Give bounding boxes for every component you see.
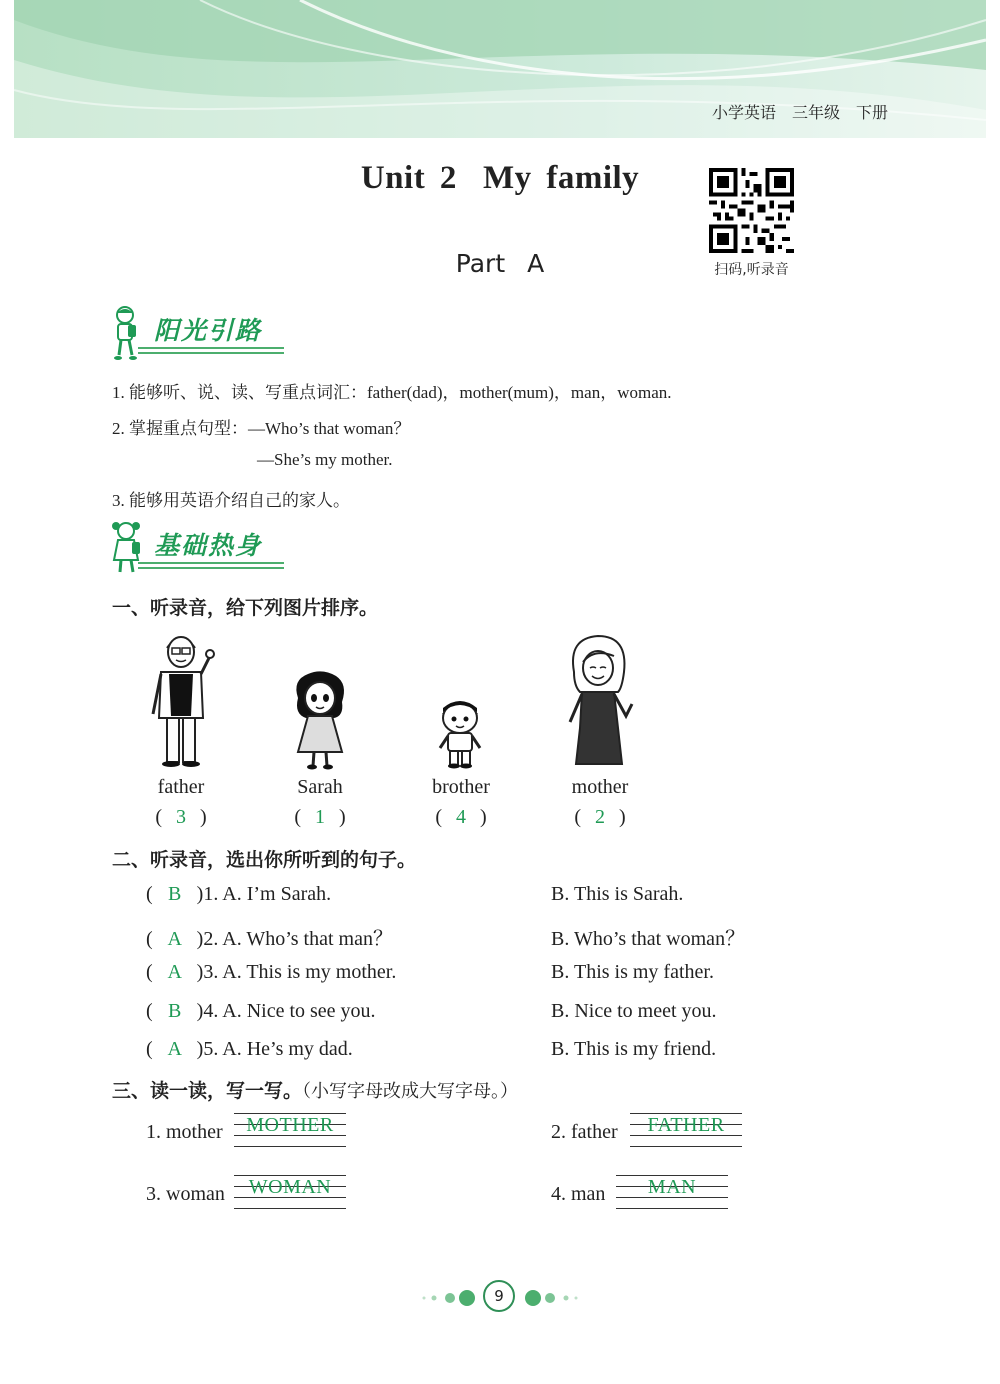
book-subject: 小学英语 bbox=[711, 103, 776, 122]
write-lines[interactable] bbox=[616, 1175, 728, 1209]
boy-mascot-icon bbox=[108, 305, 142, 363]
person-name-sarah: Sarah bbox=[297, 776, 343, 798]
person-name-brother: brother bbox=[432, 776, 490, 798]
write-prompt: 2. father bbox=[551, 1121, 618, 1143]
written-answer: MOTHER bbox=[246, 1114, 334, 1136]
answer-slot[interactable]: ( A bbox=[146, 1038, 197, 1061]
question-number: )5. bbox=[196, 1038, 219, 1060]
unit-title bbox=[0, 160, 1000, 197]
mother-illustration bbox=[560, 632, 640, 770]
option-b: B. This is Sarah. bbox=[551, 883, 684, 905]
question-row bbox=[146, 1000, 376, 1023]
question-row bbox=[146, 883, 331, 906]
written-answer: FATHER bbox=[647, 1114, 725, 1136]
goal-1: 1. 能够听、说、读、写重点词汇：father(dad)，mother(mum)，man，woman. bbox=[112, 383, 672, 402]
question-number: )2. bbox=[196, 928, 219, 950]
order-slot-sarah[interactable]: ( 1 ) bbox=[294, 806, 346, 828]
selected-answer: A bbox=[167, 961, 182, 983]
brother-illustration bbox=[432, 694, 488, 770]
part-letter: A bbox=[527, 249, 545, 278]
part-title bbox=[0, 249, 1000, 278]
question-row bbox=[146, 922, 393, 951]
part-word: Part bbox=[455, 249, 506, 278]
qr-code[interactable] bbox=[709, 168, 794, 253]
goal-3: 3. 能够用英语介绍自己的家人。 bbox=[112, 491, 350, 510]
option-a: A. Who’s that man？ bbox=[222, 928, 393, 950]
section-title-warmup: 基础热身 bbox=[154, 531, 263, 560]
selected-answer: A bbox=[167, 1038, 182, 1060]
order-answer: 3 bbox=[176, 806, 186, 828]
answer-slot[interactable]: ( A bbox=[146, 928, 197, 951]
section-rule bbox=[138, 562, 284, 564]
question-row bbox=[146, 961, 396, 984]
option-a: A. This is my mother. bbox=[222, 961, 397, 983]
unit-number: Unit 2 bbox=[360, 160, 457, 196]
unit-name: My family bbox=[482, 160, 640, 196]
book-info bbox=[696, 100, 888, 123]
write-lines[interactable] bbox=[630, 1113, 742, 1147]
written-answer: WOMAN bbox=[248, 1176, 332, 1198]
write-prompt: 1. mother bbox=[146, 1121, 223, 1143]
section-header-warmup bbox=[108, 520, 308, 580]
exercise-3-note: （小写字母改成大写字母。） bbox=[302, 1081, 519, 1102]
person-name-mother: mother bbox=[571, 776, 629, 798]
option-b: B. This is my father. bbox=[551, 961, 714, 983]
write-prompt: 4. man bbox=[551, 1183, 606, 1205]
order-slot-mother[interactable]: ( 2 ) bbox=[574, 806, 626, 828]
sarah-illustration bbox=[288, 668, 354, 770]
write-prompt: 3. woman bbox=[146, 1183, 225, 1205]
section-header-goals bbox=[108, 305, 308, 365]
option-a: A. Nice to see you. bbox=[222, 1000, 376, 1022]
section-rule bbox=[138, 352, 284, 354]
person-name-father: father bbox=[157, 776, 205, 798]
option-b: B. Nice to meet you. bbox=[551, 1000, 717, 1022]
selected-answer: B bbox=[168, 1000, 182, 1022]
page-footer bbox=[420, 1280, 580, 1316]
book-grade: 三年级 bbox=[791, 103, 840, 122]
option-a: A. I’m Sarah. bbox=[222, 883, 332, 905]
write-lines[interactable] bbox=[234, 1113, 346, 1147]
answer-slot[interactable]: ( B bbox=[146, 883, 197, 906]
order-slot-brother[interactable]: ( 4 ) bbox=[435, 806, 487, 828]
selected-answer: A bbox=[167, 928, 182, 950]
option-b: B. Who’s that woman？ bbox=[551, 928, 746, 950]
exercise-3-title: 三、读一读，写一写。 bbox=[112, 1080, 303, 1102]
write-lines[interactable] bbox=[234, 1175, 346, 1209]
selected-answer: B bbox=[168, 883, 182, 905]
section-rule bbox=[138, 567, 284, 569]
answer-slot[interactable]: ( A bbox=[146, 961, 197, 984]
order-slot-father[interactable]: ( 3 ) bbox=[155, 806, 207, 828]
qr-caption: 扫码,听录音 bbox=[714, 262, 789, 278]
exercise-1-heading: 一、听录音，给下列图片排序。 bbox=[112, 597, 379, 619]
option-b: B. This is my friend. bbox=[551, 1038, 717, 1060]
girl-mascot-icon bbox=[108, 520, 144, 578]
exercise-2-heading: 二、听录音，选出你所听到的句子。 bbox=[112, 849, 417, 871]
option-a: A. He’s my dad. bbox=[222, 1038, 353, 1060]
book-volume: 下册 bbox=[855, 103, 888, 122]
question-number: )4. bbox=[196, 1000, 219, 1022]
section-title-goals: 阳光引路 bbox=[154, 316, 263, 345]
question-number: )1. bbox=[196, 883, 219, 905]
father-illustration bbox=[145, 628, 217, 768]
order-answer: 2 bbox=[595, 806, 605, 828]
exercise-3-heading bbox=[112, 1076, 518, 1103]
page-number: 9 bbox=[483, 1280, 515, 1312]
order-answer: 1 bbox=[315, 806, 325, 828]
goal-2-answer: —She’s my mother. bbox=[257, 450, 393, 469]
question-number: )3. bbox=[196, 961, 219, 983]
question-row bbox=[146, 1038, 353, 1061]
written-answer: MAN bbox=[647, 1176, 697, 1198]
section-rule bbox=[138, 347, 284, 349]
order-answer: 4 bbox=[456, 806, 466, 828]
answer-slot[interactable]: ( B bbox=[146, 1000, 197, 1023]
goal-2: 2. 掌握重点句型：—Who’s that woman？ bbox=[112, 419, 411, 438]
